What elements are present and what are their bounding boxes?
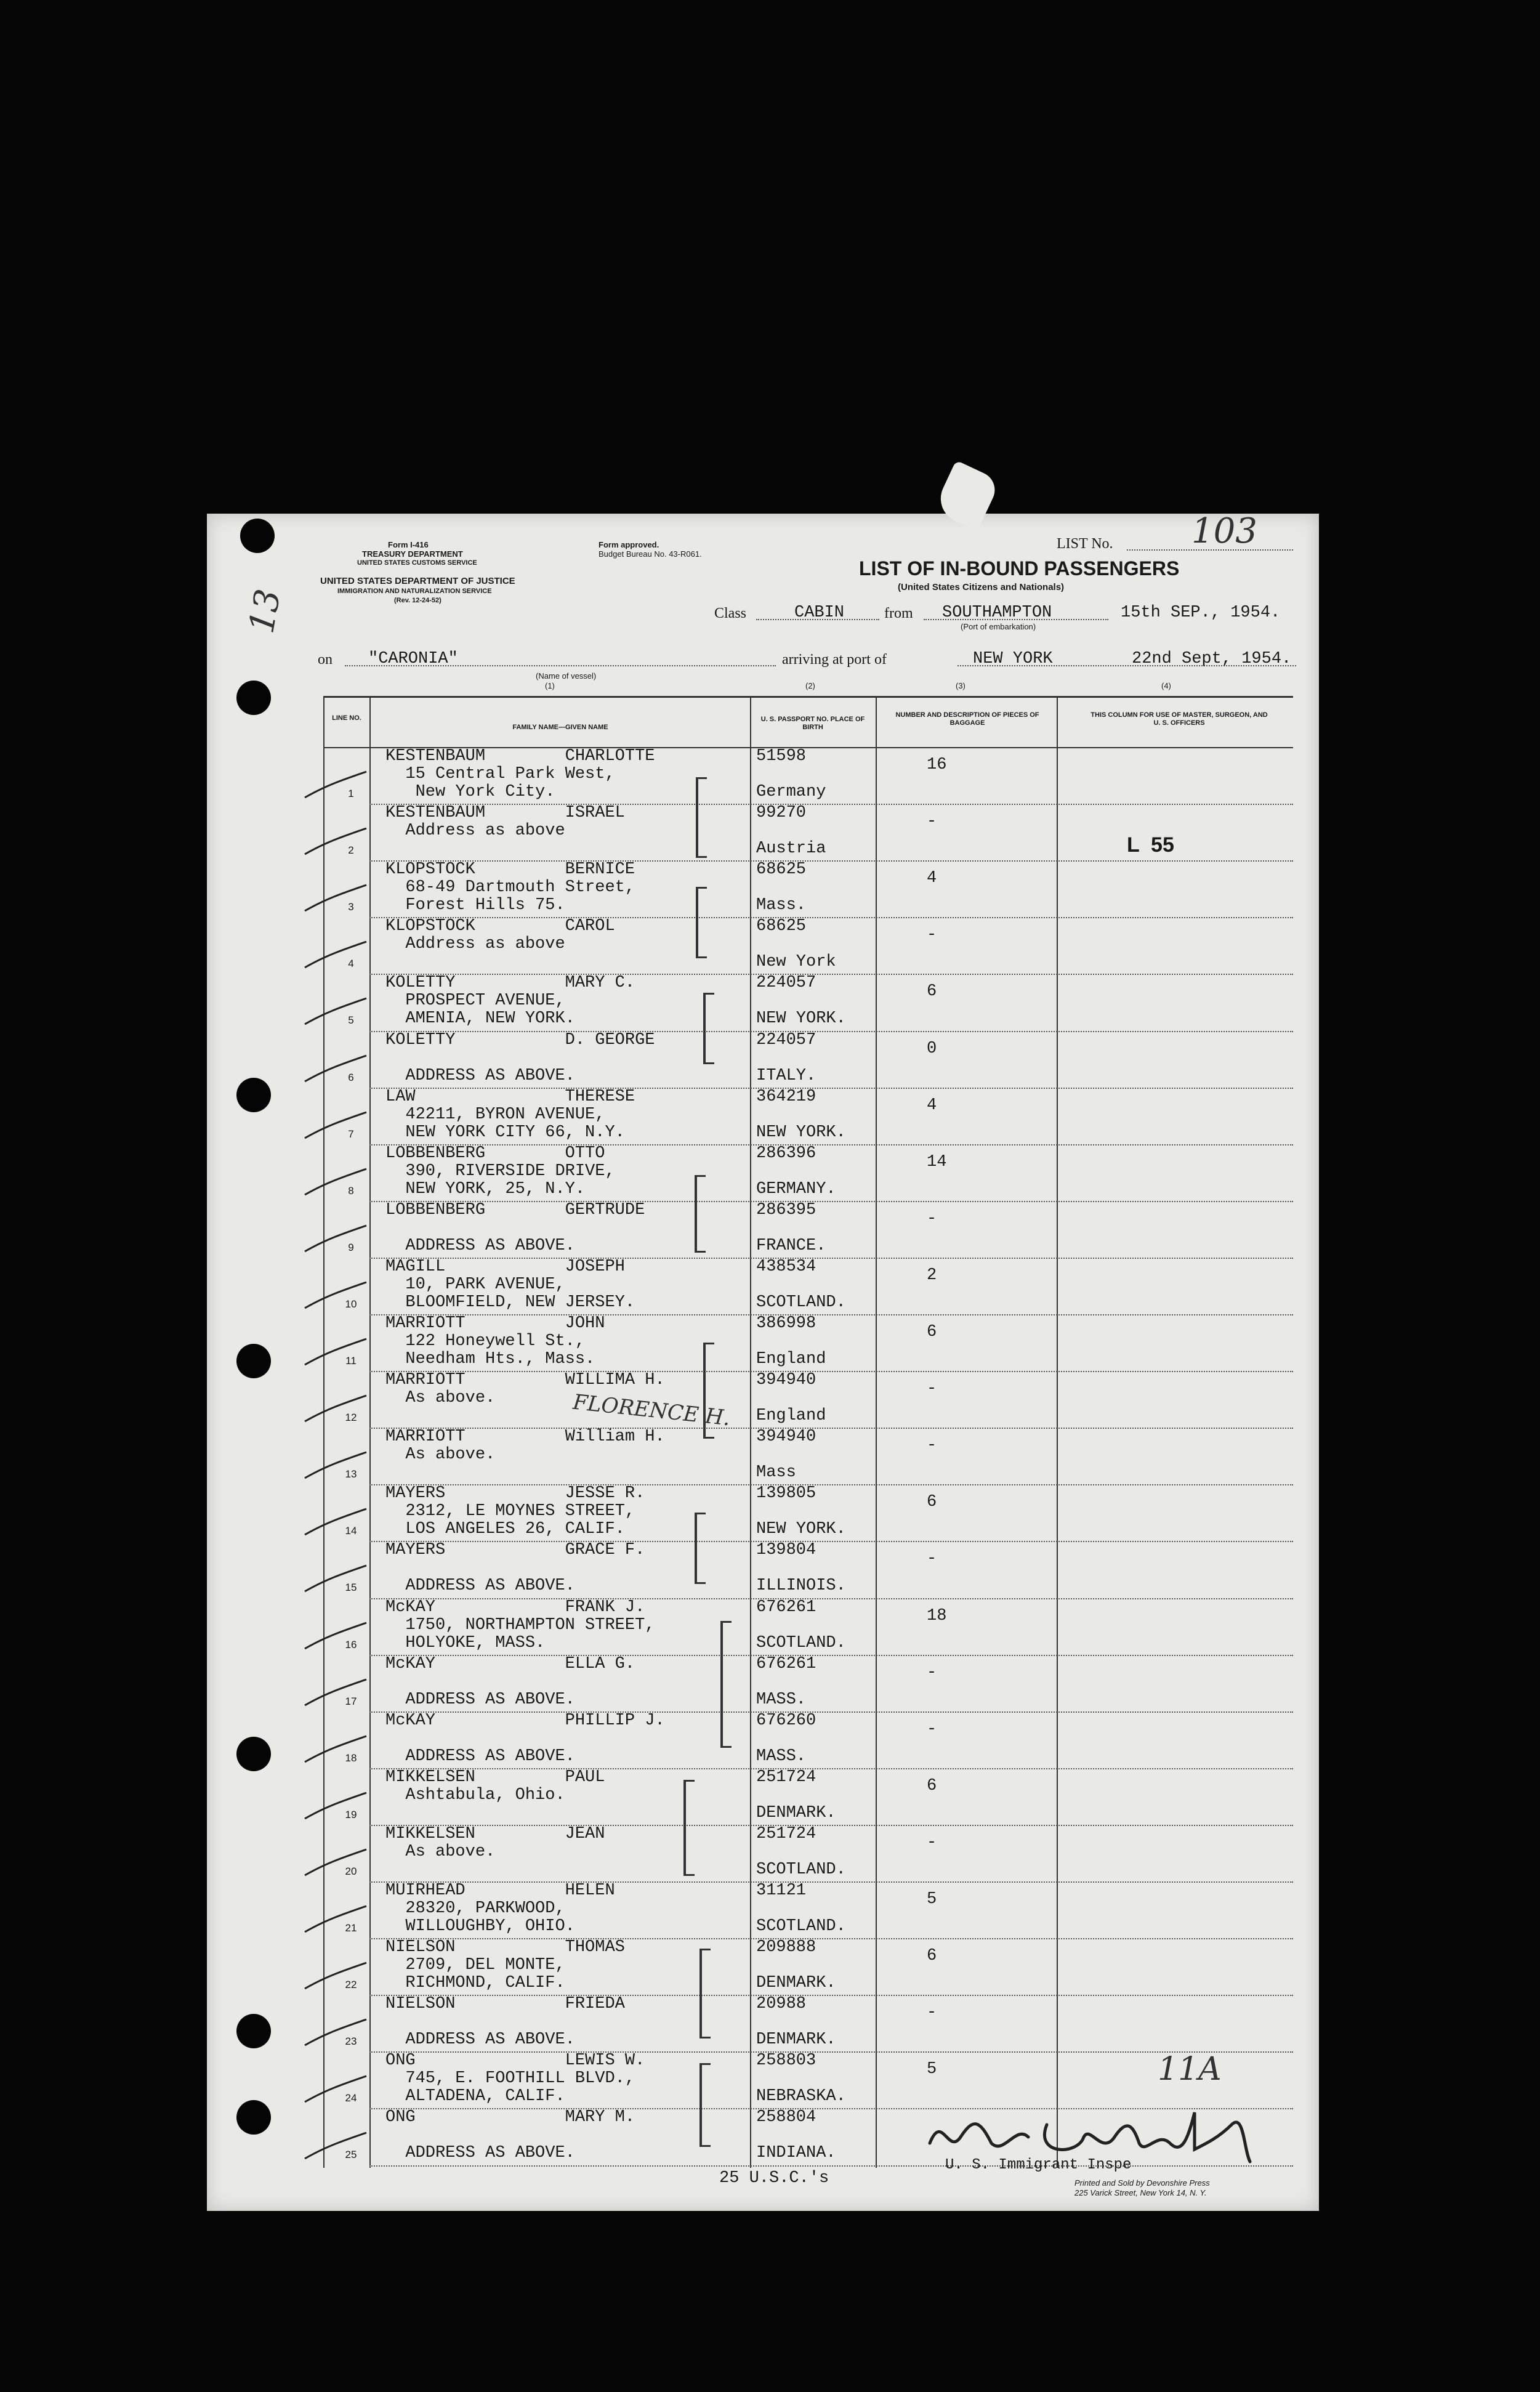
baggage-count: - [927,1663,937,1682]
passenger-address-line-2: ADDRESS AS ABOVE. [385,1066,575,1085]
passport-number: 258804 [756,2108,816,2127]
baggage-count: 0 [927,1039,937,1058]
form-approved: Form approved. [599,540,659,549]
class-label: Class [714,605,747,621]
baggage-count: 4 [927,869,937,888]
list-no-label: LIST No. [1057,536,1113,552]
handwritten-correction: FLORENCE H. [571,1389,732,1431]
check-mark-icon [302,1051,369,1088]
line-number: 19 [345,1808,357,1820]
treasury-label: TREASURY DEPARTMENT [362,549,463,559]
family-bracket [695,1175,706,1253]
passenger-name: MAGILL JOSEPH [385,1257,625,1276]
vessel-line [345,665,776,666]
passport-number: 68625 [756,860,807,879]
passport-number: 438534 [756,1257,816,1276]
line-number: 12 [345,1412,357,1424]
family-bracket [695,1513,706,1584]
passenger-address-line-1: 15 Central Park West, [385,765,615,783]
check-mark-icon [302,2128,369,2165]
passenger-address-line-2: Needham Hts., Mass. [385,1350,595,1368]
passenger-name: KLOPSTOCK BERNICE [385,860,635,879]
place-of-birth: NEW YORK. [756,1009,846,1028]
line-number: 6 [348,1071,354,1083]
passenger-name: ONG MARY M. [385,2108,635,2127]
passenger-name: MAYERS JESSE R. [385,1484,645,1503]
passenger-address-line-2: ADDRESS AS ABOVE. [385,1747,575,1766]
passenger-address-line-1: Address as above [385,822,565,841]
passenger-address-line-1: As above. [385,1389,496,1408]
line-number: 7 [348,1128,354,1140]
col-num-4: (4) [1161,681,1171,690]
check-mark-icon [302,880,369,917]
passport-number: 251724 [756,1768,816,1787]
passenger-address-line-1: As above. [385,1842,496,1861]
col-header-officers: THIS COLUMN FOR USE OF MASTER, SURGEON, AND U. S. OFFICERS [1090,711,1268,727]
place-of-birth: SCOTLAND. [756,1293,846,1312]
passenger-name: KLOPSTOCK CAROL [385,917,615,936]
port-embark-label: (Port of embarkation) [961,622,1036,631]
baggage-count: - [927,2003,937,2022]
place-of-birth: INDIANA. [756,2144,836,2163]
punch-hole [236,681,271,715]
passenger-address-line-2: ADDRESS AS ABOVE. [385,2030,575,2050]
family-bracket [703,993,714,1064]
printer-line-2: 225 Varick Street, New York 14, N. Y. [1074,2188,1207,2197]
line-number: 22 [345,1979,357,1991]
place-of-birth: England [756,1350,826,1368]
punch-hole [240,519,275,553]
check-mark-icon [302,1675,369,1711]
passenger-address-line-2: BLOOMFIELD, NEW JERSEY. [385,1293,635,1312]
passenger-name: NIELSON FRIEDA [385,1995,625,2014]
printer-line-1: Printed and Sold by Devonshire Press [1074,2178,1210,2188]
baggage-count: 6 [927,982,937,1001]
passport-number: 394940 [756,1428,816,1447]
passenger-name: MARRIOTT William H. [385,1428,665,1447]
col-header-passport: U. S. PASSPORT NO. PLACE OF BIRTH [760,716,865,731]
passenger-address-line-2: HOLYOKE, MASS. [385,1633,546,1652]
passenger-name: MARRIOTT WILLIMA H. [385,1371,665,1390]
line-number: 25 [345,2149,357,2161]
vessel-name: "CARONIA" [368,650,458,668]
place-of-birth: Mass. [756,896,807,915]
from-value: SOUTHAMPTON [942,604,1052,622]
punch-hole [236,2100,271,2135]
place-of-birth: Austria [756,839,826,859]
check-mark-icon [302,2014,369,2051]
baggage-count: 6 [927,1776,937,1795]
place-of-birth: NEBRASKA. [756,2087,846,2106]
check-mark-icon [302,1447,369,1484]
place-of-birth: ILLINOIS. [756,1577,846,1596]
place-of-birth: NEW YORK. [756,1123,846,1142]
usc-count: 25 U.S.C.'s [719,2169,829,2188]
passenger-name: KOLETTY MARY C. [385,974,635,993]
passenger-address-line-2: NEW YORK CITY 66, N.Y. [385,1123,625,1142]
check-mark-icon [302,1164,369,1201]
punch-hole [236,1344,271,1378]
check-mark-icon [302,1788,369,1825]
passenger-name: McKAY ELLA G. [385,1654,635,1673]
check-mark-icon [302,1334,369,1371]
passenger-name: MARRIOTT JOHN [385,1314,605,1333]
passenger-address-line-2: RICHMOND, CALIF. [385,1974,565,1993]
passport-number: 139804 [756,1541,816,1560]
passport-number: 286396 [756,1144,816,1163]
baggage-count: - [927,1550,937,1569]
passenger-address-line-1: Address as above [385,935,565,954]
line-number: 10 [345,1298,357,1310]
place-of-birth: MASS. [756,1747,807,1766]
passenger-name: LAW THERESE [385,1087,635,1106]
passenger-name: MUIRHEAD HELEN [385,1881,615,1900]
passenger-name: McKAY FRANK J. [385,1598,645,1617]
passenger-address-line-2: ADDRESS AS ABOVE. [385,1236,575,1255]
form-number: Form I-416 [388,540,429,549]
line-number: 17 [345,1695,357,1707]
baggage-count: 18 [927,1606,947,1625]
page-title: LIST OF IN-BOUND PASSENGERS [859,557,1180,580]
line-number: 21 [345,1922,357,1934]
place-of-birth: ITALY. [756,1066,816,1085]
place-of-birth: New York [756,953,836,972]
place-of-birth: GERMANY. [756,1179,836,1198]
place-of-birth: SCOTLAND. [756,1860,846,1879]
passenger-address-line-2: New York City. [385,783,555,801]
passenger-address-line-1: 122 Honeywell St., [385,1332,586,1351]
passenger-address-line-1: PROSPECT AVENUE, [385,992,565,1011]
check-mark-icon [302,1221,369,1258]
check-mark-icon [302,1901,369,1938]
baggage-count: 6 [927,1323,937,1341]
line-number: 11 [345,1355,357,1367]
passenger-address-line-1: 10, PARK AVENUE, [385,1275,565,1294]
baggage-count: 2 [927,1266,937,1285]
passenger-address-line-1: 745, E. FOOTHILL BLVD., [385,2069,635,2088]
from-label: from [884,605,913,621]
passport-number: 676261 [756,1654,816,1673]
passport-number: 51598 [756,747,807,766]
check-mark-icon [302,1277,369,1314]
passenger-name: MIKKELSEN PAUL [385,1768,605,1787]
passport-number: 251724 [756,1824,816,1843]
customs-label: UNITED STATES CUSTOMS SERVICE [357,559,477,567]
passenger-address-line-2: ADDRESS AS ABOVE. [385,1690,575,1709]
page-reference: 11A [1158,2051,1222,2088]
line-number: 1 [348,788,354,799]
check-mark-icon [302,1391,369,1428]
line-number: 2 [348,844,354,857]
place-of-birth: Mass [756,1463,796,1482]
line-number: 13 [345,1468,357,1481]
family-bracket [696,777,707,858]
baggage-count: 6 [927,1493,937,1512]
passenger-name: KESTENBAUM ISRAEL [385,804,625,823]
baggage-count: 5 [927,2060,937,2079]
passenger-address-line-1: 42211, BYRON AVENUE, [385,1105,605,1124]
passenger-address-line-2: ADDRESS AS ABOVE. [385,1577,575,1596]
col-header-baggage: NUMBER AND DESCRIPTION OF PIECES OF BAGGAGE [895,711,1039,727]
passport-number: 394940 [756,1371,816,1390]
passport-number: 286395 [756,1200,816,1219]
justice-label: UNITED STATES DEPARTMENT OF JUSTICE [320,576,515,586]
table-top [323,696,1293,698]
passenger-address-line-1: 1750, NORTHAMPTON STREET, [385,1615,655,1634]
baggage-count: 4 [927,1096,937,1115]
list-no: 103 [1191,511,1257,551]
place-of-birth: DENMARK. [756,1974,836,1993]
family-bracket [699,1949,711,2038]
baggage-count: 5 [927,1890,937,1909]
check-mark-icon [302,767,369,804]
line-number: 18 [345,1752,357,1764]
budget-label: Budget Bureau No. 43-R061. [599,549,702,559]
check-mark-icon [302,993,369,1030]
place-of-birth: DENMARK. [756,2030,836,2050]
passport-number: 386998 [756,1314,816,1333]
passenger-name: ONG LEWIS W. [385,2051,645,2071]
passenger-address-line-2: LOS ANGELES 26, CALIF. [385,1520,625,1539]
arrival-date: 22nd Sept, 1954. [1132,650,1292,668]
passport-number: 139805 [756,1484,816,1503]
passenger-address-line-1: 2709, DEL MONTE, [385,1956,565,1975]
passenger-name: MAYERS GRACE F. [385,1541,645,1560]
passenger-name: NIELSON THOMAS [385,1938,625,1957]
baggage-count: - [927,1719,937,1739]
place-of-birth: England [756,1407,826,1426]
baggage-count: - [927,812,937,831]
passenger-address-line-2: ALTADENA, CALIF. [385,2087,565,2106]
check-mark-icon [302,1561,369,1598]
passenger-address-line-1: As above. [385,1445,496,1465]
check-mark-icon [302,823,369,860]
passenger-name: LOBBENBERG OTTO [385,1144,605,1163]
vessel-label: (Name of vessel) [536,671,597,681]
officer-note: L 55 [1127,833,1174,857]
check-mark-icon [302,937,369,974]
family-bracket [699,2063,711,2147]
punch-hole [236,1737,271,1771]
col-num-1: (1) [545,681,555,690]
col-header-name: FAMILY NAME—GIVEN NAME [512,724,608,731]
on-label: on [318,652,333,668]
passport-number: 224057 [756,1030,816,1049]
place-of-birth: Germany [756,783,826,801]
check-mark-icon [302,1958,369,1995]
baggage-count: 6 [927,1947,937,1966]
passenger-name: KOLETTY D. GEORGE [385,1030,655,1049]
line-number: 23 [345,2035,357,2048]
place-of-birth: DENMARK. [756,1803,836,1822]
class-value: CABIN [794,604,845,622]
page-subtitle: (United States Citizens and Nationals) [898,582,1065,592]
check-mark-icon [302,1618,369,1655]
passport-number: 99270 [756,804,807,823]
line-number: 14 [345,1525,357,1537]
place-of-birth: MASS. [756,1690,807,1709]
depart-date: 15th SEP., 1954. [1121,604,1281,622]
check-mark-icon [302,2071,369,2108]
punch-hole [236,2014,271,2048]
baggage-count: - [927,1833,937,1852]
line-number: 24 [345,2092,357,2104]
passenger-address-line-2: WILLOUGHBY, OHIO. [385,1917,575,1936]
passenger-address-line-2: NEW YORK, 25, N.Y. [385,1179,586,1198]
baggage-count: - [927,926,937,945]
passenger-name: McKAY PHILLIP J. [385,1711,665,1730]
passenger-address-line-1: 2312, LE MOYNES STREET, [385,1502,635,1521]
rev-label: (Rev. 12-24-52) [394,597,441,604]
passport-number: 364219 [756,1087,816,1106]
line-number: 5 [348,1014,354,1027]
line-number: 8 [348,1184,354,1197]
col-num-3: (3) [956,681,966,690]
col-header-line-no: LINE NO. [332,714,361,722]
passport-number: 20988 [756,1995,807,2014]
check-mark-icon [302,1107,369,1144]
family-bracket [720,1621,732,1748]
passport-number: 68625 [756,917,807,936]
line-number: 9 [348,1241,354,1253]
line-number: 4 [348,958,354,970]
passport-number: 676260 [756,1711,816,1730]
baggage-count: - [927,1380,937,1399]
col-num-2: (2) [805,681,815,690]
baggage-count: 14 [927,1152,947,1171]
inspector-label: U. S. Immigrant Inspe [945,2157,1132,2173]
passport-number: 209888 [756,1938,816,1957]
passenger-address-line-1: 68-49 Dartmouth Street, [385,878,635,897]
passport-number: 224057 [756,974,816,993]
arriving-label: arriving at port of [782,652,887,668]
passenger-name: MIKKELSEN JEAN [385,1824,605,1843]
line-number: 15 [345,1582,357,1594]
from-line [924,619,1108,620]
line-number: 3 [348,901,354,913]
baggage-count: - [927,1209,937,1228]
passenger-address-line-2: ADDRESS AS ABOVE. [385,2144,575,2163]
class-line [756,619,879,620]
line-number: 16 [345,1638,357,1651]
check-mark-icon [302,1731,369,1768]
baggage-count: - [927,1436,937,1455]
passenger-address-line-1: 28320, PARKWOOD, [385,1899,565,1918]
place-of-birth: FRANCE. [756,1236,826,1255]
punch-hole [236,1078,271,1112]
line-number: 20 [345,1865,357,1877]
family-bracket [696,887,707,958]
check-mark-icon [302,1504,369,1541]
baggage-count: 16 [927,756,947,774]
place-of-birth: NEW YORK. [756,1520,846,1539]
passenger-name: KESTENBAUM CHARLOTTE [385,747,655,766]
passenger-address-line-2: AMENIA, NEW YORK. [385,1009,575,1028]
arrival-port: NEW YORK [973,650,1053,668]
passenger-address-line-2: Forest Hills 75. [385,896,565,915]
inspector-signature [924,2100,1268,2168]
family-bracket [683,1780,695,1876]
passport-number: 676261 [756,1598,816,1617]
check-mark-icon [302,1845,369,1881]
passenger-address-line-1: 390, RIVERSIDE DRIVE, [385,1162,615,1181]
place-of-birth: SCOTLAND. [756,1917,846,1936]
passenger-name: LOBBENBERG GERTRUDE [385,1200,645,1219]
passenger-address-line-1: Ashtabula, Ohio. [385,1785,565,1804]
passport-number: 31121 [756,1881,807,1900]
place-of-birth: SCOTLAND. [756,1633,846,1652]
ins-label: IMMIGRATION AND NATURALIZATION SERVICE [337,588,492,595]
passport-number: 258803 [756,2051,816,2071]
margin-note: 13 [241,586,289,637]
